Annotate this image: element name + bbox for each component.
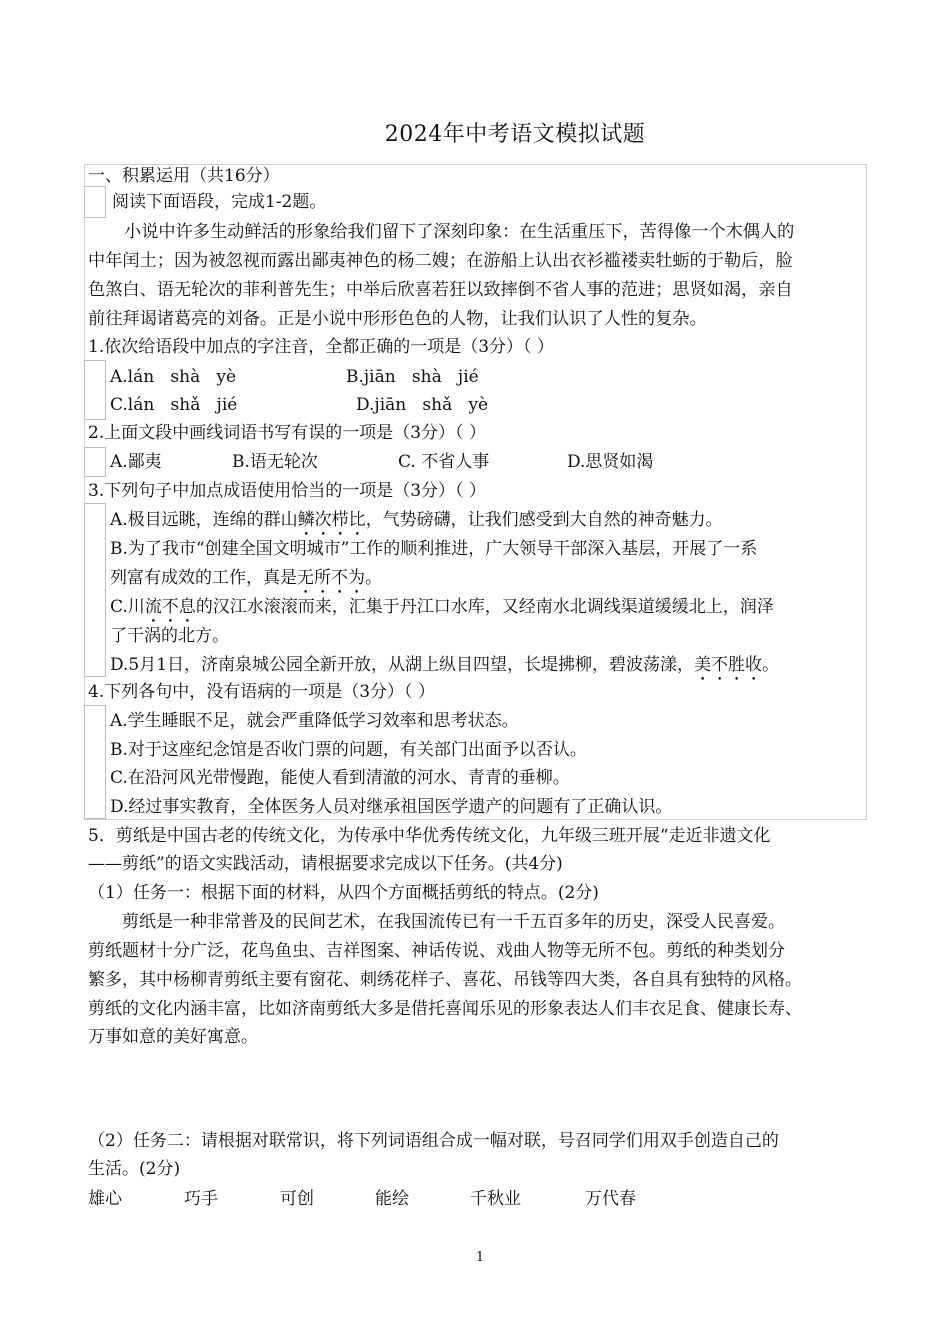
margin-box <box>84 360 106 420</box>
couplet-word: 万代春 <box>585 1189 636 1209</box>
material-line: 万事如意的美好寓意。 <box>88 1027 258 1047</box>
q3-b-idiom: 无所不为 <box>297 568 365 588</box>
question-2-stem: 2.上面文段中画线词语书写有误的一项是（3分）（ ） <box>88 423 486 443</box>
q1-option-a: A.lán shà yè <box>110 367 237 387</box>
q4-option-c: C.在沿河风光带慢跑，能使人看到清澈的河水、青青的垂柳。 <box>110 768 570 788</box>
passage-line: 前往拜谒诸葛亮的刘备。正是小说中形形色色的人物，让我们认识了人性的复杂。 <box>88 309 707 329</box>
passage-line: 小说中许多生动鲜活的形象给我们留下了深刻印象：在生活重压下，苦得像一个木偶人的 <box>124 222 795 242</box>
q3-option-a <box>110 509 723 540</box>
material-line: 剪纸题材十分广泛，花鸟鱼虫、吉祥图案、神话传说、戏曲人物等无所不包。剪纸的种类划分 <box>88 941 785 961</box>
couplet-word: 巧手 <box>184 1189 218 1209</box>
question-1-stem: 1.依次给语段中加点的字注音，全都正确的一项是（3分）（ ） <box>88 337 554 357</box>
couplet-word: 可创 <box>280 1189 314 1209</box>
task-2-heading: （2）任务二：请根据对联常识，将下列词语组合成一幅对联，号召同学们用双手创造自己的 <box>88 1131 779 1151</box>
passage-line: 色煞白、语无轮次的菲利普先生；中举后欣喜若狂以致摔倒不省人事的范进；思贤如渴，亲自 <box>88 280 793 300</box>
q3-a-idiom: 鳞次栉比 <box>297 510 366 530</box>
question-5-stem: 5．剪纸是中国古老的传统文化，为传承中华优秀传统文化，九年级三班开展“走近非遗文化 <box>88 826 771 846</box>
q3-d-text-end: 。 <box>762 655 780 675</box>
q4-option-b: B.对于这座纪念馆是否收门票的问题，有关部门出面予以否认。 <box>110 740 587 760</box>
task-1-heading: （1）任务一：根据下面的材料，从四个方面概括剪纸的特点。(2分) <box>88 883 599 903</box>
q3-c-text: C.川 <box>110 597 145 617</box>
q2-option-a: A.鄙夷 <box>110 452 162 472</box>
q3-d-idiom: 美不胜收 <box>694 655 763 675</box>
q4-option-d: D.经过事实教育，全体医务人员对继承祖国医学遗产的问题有了正确认识。 <box>110 797 673 817</box>
margin-box <box>84 705 106 819</box>
q4-option-a: A.学生睡眠不足，就会严重降低学习效率和思考状态。 <box>110 711 519 731</box>
q3-b-text-end: 。 <box>365 568 382 588</box>
material-line: 剪纸的文化内涵丰富，比如济南剪纸大多是借托喜闻乐见的形象表达人们丰衣足食、健康长寿、 <box>88 999 802 1019</box>
q2-option-d: D.思贤如渴 <box>567 452 654 472</box>
instruction: 阅读下面语段，完成1-2题。 <box>112 192 327 212</box>
question-5-stem-cont: ——剪纸”的语文实践活动，请根据要求完成以下任务。(共4分) <box>88 854 563 874</box>
q3-option-c-line2: 了干涡的北方。 <box>110 626 229 646</box>
question-3-stem: 3.下列句子中加点成语使用恰当的一项是（3分）（ ） <box>88 481 486 501</box>
task-2-heading-cont: 生活。(2分) <box>88 1159 181 1179</box>
q3-c-text-end: 的汉江水滚滚而来，汇集于丹江口水库，又经南水北调线渠道缓缓北上，润泽 <box>195 597 774 617</box>
q3-a-text-end: ，气势磅礴，让我们感受到大自然的神奇魅力。 <box>365 510 723 530</box>
section-heading: 一、积累运用（共16分） <box>88 166 280 186</box>
material-line: 繁多，其中杨柳青剪纸主要有窗花、刺绣花样子、喜花、吊钱等四大类，各自具有独特的风格。 <box>88 970 802 990</box>
page-title: 2024年中考语文模拟试题 <box>384 122 646 147</box>
margin-box <box>84 186 106 218</box>
q3-option-b-line2 <box>110 567 382 598</box>
material-line: 剪纸是一种非常普及的民间艺术，在我国流传已有一千五百多年的历史，深受人民喜爱。 <box>122 912 785 932</box>
q1-option-b: B.jiān shà jié <box>346 367 479 387</box>
margin-box <box>84 503 106 677</box>
q3-c-idiom: 流不息 <box>144 597 196 617</box>
q1-option-d: D.jiān shǎ yè <box>356 395 489 415</box>
q3-a-text: A.极目远眺，连绵的群山 <box>110 510 298 530</box>
question-4-stem: 4.下列各句中，没有语病的一项是（3分）（ ） <box>88 682 435 702</box>
q1-option-c: C.lán shǎ jié <box>110 395 238 415</box>
q2-option-c: C. 不省人事 <box>398 452 490 472</box>
q3-b-text: 列富有成效的工作，真是 <box>110 568 297 588</box>
q3-option-c-line1 <box>110 596 774 627</box>
couplet-word: 千秋业 <box>470 1189 521 1209</box>
couplet-word: 雄心 <box>88 1189 122 1209</box>
q2-option-b: B.语无轮次 <box>232 452 318 472</box>
margin-box <box>84 447 106 477</box>
couplet-word: 能绘 <box>375 1189 409 1209</box>
q3-option-b-line1: B.为了我市“创建全国文明城市”工作的顺利推进，广大领导干部深入基层，开展了一系 <box>110 539 758 559</box>
passage-line: 中年闰土；因为被忽视而露出鄙夷神色的杨二嫂；在游船上认出衣衫褴褛卖牡蛎的于勒后，脸 <box>88 251 793 271</box>
q3-d-text: D.5月1日，济南泉城公园全新开放，从湖上纵目四望，长堤拂柳，碧波荡漾， <box>110 655 695 675</box>
page-number: 1 <box>475 1250 485 1265</box>
